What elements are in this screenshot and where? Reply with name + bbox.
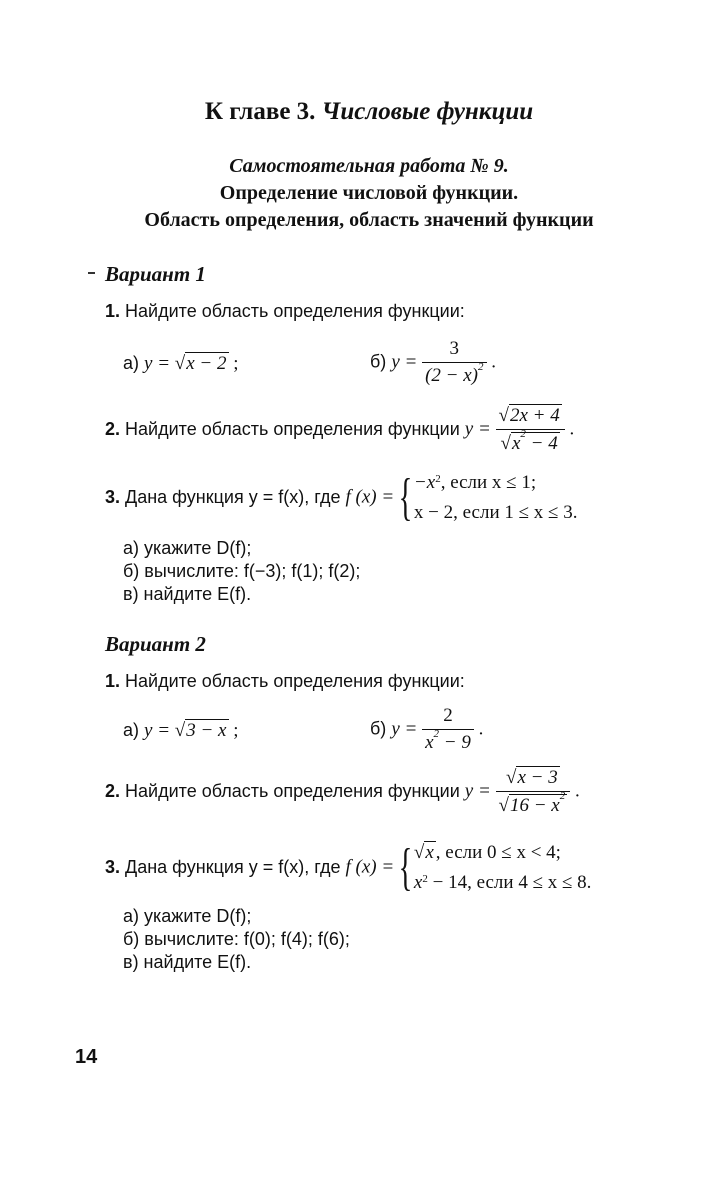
- v1-task1-a-label: а): [123, 353, 140, 373]
- v2-task1-a-expr: y = √3 − x ;: [144, 720, 239, 741]
- v1-task3-case1-expr: −x: [413, 472, 436, 493]
- v1-task1-a: [123, 353, 239, 375]
- v1-task2-num-radicand: 2x + 4: [509, 405, 560, 426]
- chapter-title: Числовые функции: [321, 98, 534, 125]
- v1-task1-text: Найдите область определения функции:: [125, 301, 465, 321]
- v2-task2-den-radicand: [509, 790, 567, 816]
- topic-line-1: Определение числовой функции.: [219, 182, 519, 204]
- v1-task2-den-expr: $√x^2 - 4$: [496, 429, 565, 455]
- v2-task3: [105, 838, 591, 898]
- v2-task3-case2: [414, 868, 592, 898]
- v2-task1-b-den-pow: 2: [433, 728, 440, 740]
- v1-task3-case1-pow: 2: [435, 473, 441, 485]
- v2-task1: [105, 671, 465, 692]
- v2-task1-b-den: [422, 729, 474, 754]
- v2-sub-b: б) вычислите: f(0); f(4); f(6);: [123, 929, 350, 949]
- variant-1-title: Вариант 1: [105, 262, 206, 286]
- v1-task1-a-end: ;: [228, 353, 239, 374]
- page-number: 14: [75, 1046, 98, 1068]
- v1-task3-case1-cond: , если x ≤ 1;: [440, 472, 537, 493]
- v1-task3-cases: [414, 468, 578, 528]
- v1-task2-expr: [464, 405, 575, 454]
- v2-task3-num: 3.: [105, 857, 121, 878]
- v1-task2-text: Найдите область определения функции: [125, 419, 460, 440]
- v2-task3-case1-cond: , если 0 ≤ x < 4;: [435, 842, 561, 863]
- v1-task1-a-expr: y = √x − 2 ;: [144, 353, 239, 374]
- v2-task1-b: [370, 705, 483, 754]
- v2-task2-den-pow: 2: [559, 790, 566, 802]
- v2-task2-den-base: 16 − x: [509, 795, 560, 816]
- v2-task2-num-radicand: x − 3: [517, 767, 558, 788]
- v2-task3-case2-cond: − 14, если 4 ≤ x ≤ 8.: [427, 872, 592, 893]
- chapter-prefix: К главе 3.: [204, 98, 316, 125]
- v2-task2-end: .: [570, 781, 580, 802]
- v1-task3-num: 3.: [105, 487, 121, 508]
- scan-dash-mark: [88, 272, 95, 274]
- v2-task3-case2-base: x: [413, 872, 423, 893]
- v1-task2-den-pow: 2: [520, 428, 526, 440]
- v1-task1-b: [370, 338, 496, 387]
- chapter-heading: [0, 98, 708, 126]
- v2-task2-text: Найдите область определения функции: [125, 781, 460, 802]
- v2-task1-a-label: а): [123, 720, 140, 740]
- v2-task1-b-den-base: x: [425, 732, 434, 753]
- left-brace-icon: {: [398, 469, 413, 526]
- v2-sub-c: в) найдите E(f).: [123, 952, 252, 972]
- v1-task3-case2: x − 2, если 1 ≤ x ≤ 3.: [413, 502, 578, 523]
- v1-task1-b-lhs: y =: [391, 351, 423, 373]
- v1-task1-b-den: [422, 362, 486, 387]
- v1-task3-expr: [345, 469, 578, 526]
- v1-task1-num: 1.: [105, 301, 121, 321]
- v2-task2-den-expr: $√16 - x^2$: [496, 791, 571, 817]
- v1-sub-c: в) найдите E(f).: [123, 584, 252, 604]
- v2-task3-text: Дана функция y = f(x), где: [125, 857, 341, 878]
- v1-task1-a-radicand: x − 2: [186, 353, 227, 374]
- v2-task1-a-end: ;: [228, 720, 239, 741]
- work-title: Самостоятельная работа № 9.: [229, 155, 509, 177]
- v1-task1-b-fraction: [422, 338, 486, 387]
- v1-task1-b-label: б): [370, 351, 387, 372]
- v2-task1-b-num: 2: [443, 705, 453, 726]
- v1-task1-b-den-base: (2 − x): [425, 365, 479, 386]
- v2-task1-b-den-tail: − 9: [439, 732, 471, 753]
- v2-sub-a: а) укажите D(f);: [123, 906, 252, 926]
- v1-task2-end: .: [564, 419, 575, 440]
- v1-task1-b-expr: [391, 338, 497, 386]
- v1-task3: [105, 468, 577, 528]
- v1-task2-fraction: [496, 405, 565, 455]
- topic-line-2: Область определения, область значений функции: [144, 209, 594, 231]
- v1-task2: [105, 405, 574, 455]
- v2-task2-fraction: [496, 767, 571, 817]
- v1-task2-den-tail: − 4: [525, 433, 558, 454]
- v2-task2: [105, 767, 580, 817]
- v2-task1-b-end: .: [473, 718, 484, 740]
- v2-task3-lhs: f (x) =: [345, 857, 399, 878]
- v1-task2-lhs: y =: [464, 419, 496, 440]
- v1-task1-b-end: .: [486, 351, 497, 373]
- v2-task3-case1: √x , если 0 ≤ x < 4;: [413, 842, 561, 863]
- v1-task1-b-num: 3: [449, 338, 460, 359]
- v2-task1-b-fraction: [422, 705, 474, 754]
- v2-task1-b-lhs: y =: [391, 718, 423, 740]
- v2-task2-num-expr: √x − 3: [506, 767, 558, 788]
- v1-task2-den-radicand: [511, 428, 560, 454]
- v1-task1-b-den-pow: 2: [478, 361, 484, 373]
- v2-task1-a-radicand: 3 − x: [186, 720, 227, 741]
- v1-task2-num: 2.: [105, 419, 121, 440]
- v2-task1-b-label: б): [370, 718, 387, 739]
- v2-task2-expr: [464, 767, 580, 816]
- v1-sub-b: б) вычислите: f(−3); f(1); f(2);: [123, 561, 361, 581]
- v2-task1-a-lhs: y =: [144, 720, 175, 741]
- v2-task3-case2-pow: 2: [422, 873, 428, 885]
- v2-task1-b-expr: [391, 705, 484, 753]
- v1-task3-text: Дана функция y = f(x), где: [125, 487, 341, 508]
- v1-task3-case1: [414, 468, 578, 498]
- left-brace-icon: {: [398, 839, 413, 896]
- v2-task2-lhs: y =: [464, 781, 496, 802]
- v1-task2-num-expr: √2x + 4: [498, 405, 560, 426]
- variant-2-title: Вариант 2: [105, 632, 206, 656]
- v1-task2-den-base: x: [511, 433, 521, 454]
- v2-task1-a: [123, 720, 239, 742]
- v2-task1-num: 1.: [105, 671, 121, 691]
- v2-task3-cases: [414, 838, 592, 898]
- v1-task1-a-lhs: y =: [144, 353, 175, 374]
- v2-task3-expr: [345, 839, 592, 896]
- v1-task3-lhs: f (x) =: [345, 487, 399, 508]
- v2-task3-case1-radicand: x: [425, 842, 434, 863]
- v2-task2-num: 2.: [105, 781, 121, 802]
- v2-task1-text: Найдите область определения функции:: [125, 671, 465, 691]
- v1-task1: [105, 301, 465, 322]
- v1-sub-a: а) укажите D(f);: [123, 538, 252, 558]
